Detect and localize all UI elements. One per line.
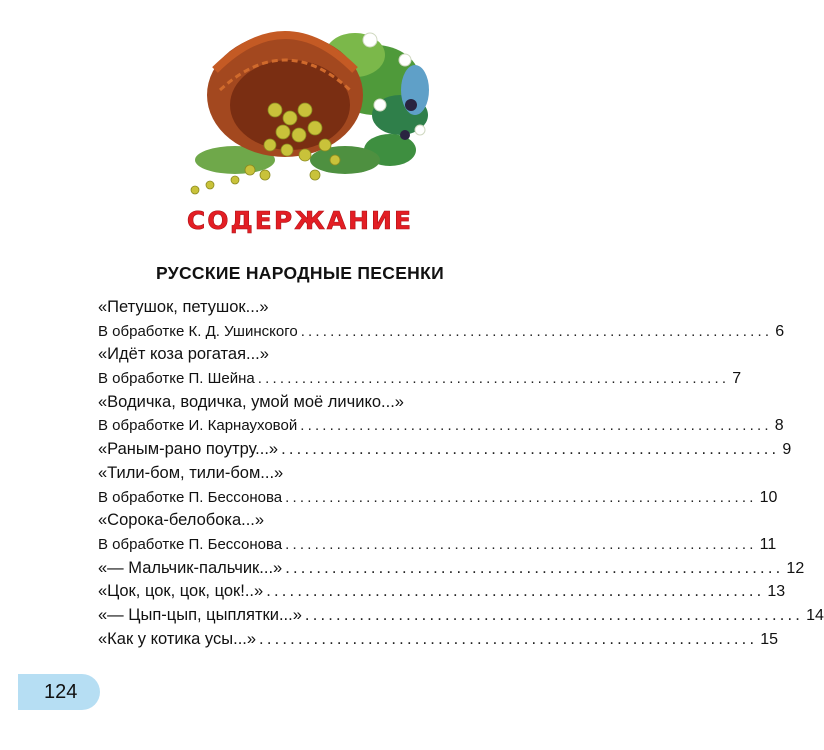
toc-entry-title: «Цок, цок, цок, цок!..» — [98, 582, 264, 601]
dot-leader: ................................................................ — [259, 629, 758, 648]
toc-entry[interactable] — [98, 533, 777, 557]
toc-entry[interactable] — [98, 414, 784, 438]
toc-page-number: 15 — [760, 630, 779, 648]
toc-entry-subtitle: В обработке П. Бессонова — [98, 535, 283, 553]
section-title: РУССКИЕ НАРОДНЫЕ ПЕСЕНКИ — [156, 263, 444, 283]
toc-entry-title: «Раным-рано поутру...» — [98, 440, 279, 459]
toc-entry[interactable] — [98, 367, 742, 391]
basket-illustration — [175, 10, 430, 200]
toc-page-number: 9 — [782, 441, 792, 459]
toc-page-number: 13 — [767, 583, 786, 601]
dot-leader: ................................................................ — [300, 322, 773, 340]
toc-page-number: 6 — [775, 322, 785, 340]
dot-leader: ................................................................ — [300, 417, 772, 435]
page-number: 124 — [44, 681, 78, 703]
toc-entry[interactable] — [98, 557, 805, 581]
toc-page-number: 14 — [806, 606, 824, 624]
toc-entry-title: «Тили-бом, тили-бом...» — [98, 463, 284, 482]
toc-page-number: 10 — [759, 488, 778, 506]
toc-entry[interactable] — [98, 604, 824, 628]
toc-page-number: 12 — [786, 559, 805, 577]
dot-leader: ................................................................ — [281, 440, 780, 459]
toc-page-number: 8 — [774, 417, 784, 435]
toc-entry[interactable] — [98, 438, 792, 462]
toc-page-number: 7 — [732, 370, 742, 388]
dot-leader: ................................................................ — [266, 582, 765, 601]
toc-entry-subtitle: В обработке П. Шейна — [98, 370, 255, 388]
dot-leader: ................................................................ — [285, 558, 784, 577]
toc-entry-subtitle: В обработке К. Д. Ушинского — [98, 322, 298, 340]
toc-entry-title: «Петушок, петушок...» — [98, 298, 269, 316]
toc-entry-title: «— Мальчик-пальчик...» — [98, 558, 283, 577]
toc-entry-title: «Как у котика усы...» — [98, 629, 257, 648]
toc-entry-subtitle: В обработке П. Бессонова — [98, 488, 283, 506]
toc-entry-subtitle: В обработке И. Карнауховой — [98, 417, 298, 435]
toc-entry[interactable] — [98, 486, 778, 510]
toc-entry[interactable] — [98, 320, 785, 344]
toc-entry-title: «Идёт коза рогатая...» — [98, 345, 269, 364]
dot-leader: ................................................................ — [285, 488, 757, 506]
dot-leader: ................................................................ — [257, 370, 730, 388]
toc-entry-title: «— Цып-цып, цыплятки...» — [98, 605, 302, 624]
dot-leader: ................................................................ — [304, 605, 804, 624]
toc-entry-title: «Водичка, водичка, умой моё личико...» — [98, 392, 404, 411]
toc-entry[interactable] — [98, 628, 779, 652]
toc-entry-title: «Сорока-белобока...» — [98, 511, 265, 530]
toc-page-number: 11 — [759, 535, 777, 553]
table-of-contents — [98, 296, 824, 651]
dot-leader: ................................................................ — [285, 535, 757, 553]
page-title: СОДЕРЖАНИЕ — [186, 206, 414, 235]
toc-entry[interactable] — [98, 580, 786, 604]
